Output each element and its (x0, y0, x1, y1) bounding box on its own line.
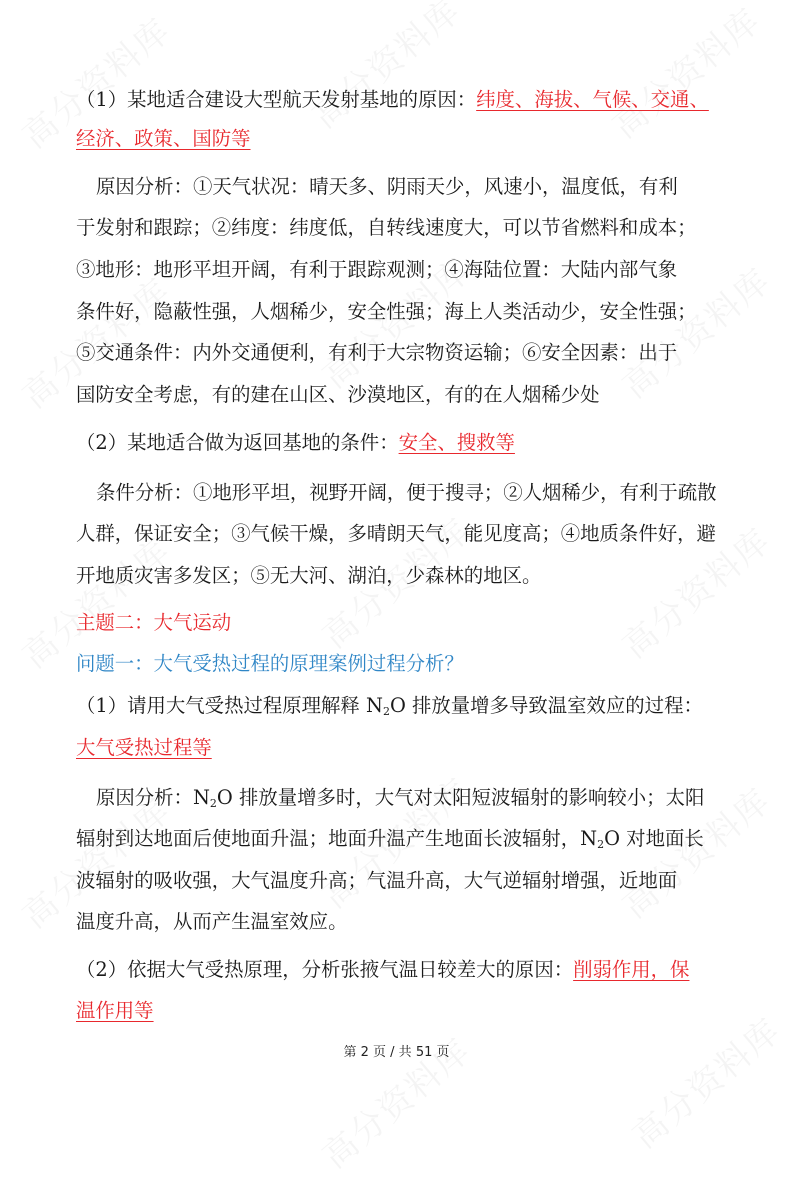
page-footer: 第 2 页 / 共 51 页 (343, 1045, 450, 1060)
answer-text: 大气受热过程等 (76, 736, 212, 759)
analysis-line: 条件好，隐蔽性强，人烟稀少，安全性强；海上人类活动少，安全性强； (76, 300, 697, 323)
analysis-line: 温度升高，从而产生温室效应。 (76, 910, 348, 933)
subscript: 2 (209, 797, 217, 810)
analysis-text: 辐射到达地面后使地面升温；地面升温产生地面长波辐射，N (76, 827, 598, 850)
topic-heading: 主题二：大气运动 (76, 611, 232, 634)
answer-text: 安全、搜救等 (398, 431, 515, 454)
analysis-line (76, 786, 704, 816)
analysis-line: 波辐射的吸收强，大气温度升高；气温升高，大气逆辐射增强，近地面 (76, 869, 678, 892)
analysis-line: 人群，保证安全；③气候干燥，多晴朗天气，能见度高；④地质条件好，避 (76, 522, 716, 545)
question-text: O 排放量增多导致温室效应的过程： (389, 694, 703, 717)
analysis-line: 条件分析：①地形平坦，视野开阔，便于搜寻；②人烟稀少，有利于疏散 (96, 481, 717, 504)
answer-continuation (76, 999, 154, 1023)
answer-text: 温作用等 (76, 999, 154, 1022)
subscript: 2 (382, 705, 390, 718)
watermark (300, 0, 469, 138)
analysis-line: 国防安全考虑，有的建在山区、沙漠地区，有的在人烟稀少处 (76, 383, 600, 406)
question-text: （2）某地适合做为返回基地的条件： (76, 431, 399, 454)
question-text: （2）依据大气受热原理，分析张掖气温日较差大的原因： (76, 958, 574, 981)
question-text: （1）某地适合建设大型航天发射基地的原因： (76, 88, 477, 111)
question-line (76, 958, 689, 982)
question-text: （1）请用大气受热过程原理解释 N (76, 694, 383, 717)
question-line (76, 431, 515, 455)
question-line (76, 694, 703, 724)
analysis-line (76, 827, 704, 857)
answer-text: 削弱作用，保 (573, 958, 690, 981)
answer-text: 经济、政策、国防等 (76, 127, 251, 150)
answer-text: 纬度、海拔、气候、交通、 (476, 88, 709, 111)
subscript: 2 (597, 838, 605, 851)
watermark (600, 0, 769, 148)
analysis-text: O 对地面长 (604, 827, 704, 850)
question-line (76, 88, 709, 112)
analysis-line: ⑤交通条件：内外交通便利，有利于大宗物资运输；⑥安全因素：出于 (76, 341, 678, 364)
question-heading: 问题一：大气受热过程的原理案例过程分析？ (76, 652, 464, 675)
analysis-line: 原因分析：①天气状况：晴天多、阴雨天少，风速小，温度低，有利 (96, 175, 678, 198)
watermark (620, 1004, 789, 1157)
analysis-line: 开地质灾害多发区；⑤无大河、湖泊，少森林的地区。 (76, 564, 542, 587)
answer-continuation (76, 736, 212, 760)
analysis-line: 于发射和跟踪；②纬度：纬度低，自转线速度大，可以节省燃料和成本； (76, 216, 697, 239)
analysis-text: 原因分析：N (96, 786, 210, 809)
analysis-line: ③地形：地形平坦开阔，有利于跟踪观测；④海陆位置：大陆内部气象 (76, 258, 678, 281)
analysis-text: O 排放量增多时，大气对太阳短波辐射的影响较小；太阳 (216, 786, 705, 809)
answer-continuation (76, 127, 251, 151)
